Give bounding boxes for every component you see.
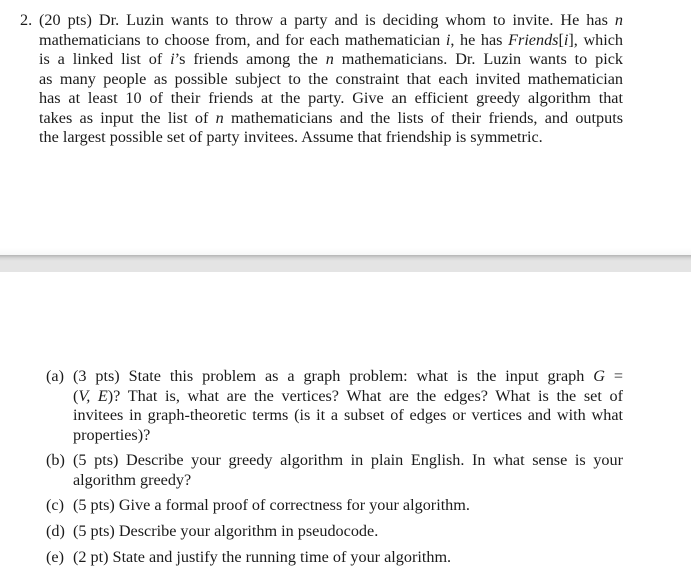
math-symbol: Friends (508, 30, 559, 49)
text-line (73, 471, 191, 490)
text-segment: , he has (450, 30, 509, 49)
text-line (73, 387, 623, 406)
text-segment: (5 pts) Describe your greedy algorithm in plain English. In what sense is your (73, 451, 623, 469)
math-symbol: V, E (78, 386, 108, 405)
text-line (39, 50, 623, 69)
text-line (73, 496, 470, 515)
text-line (73, 522, 378, 541)
text-line (39, 11, 623, 30)
text-line (73, 548, 451, 567)
math-symbol: n (614, 11, 623, 29)
text-segment: )? That is, what are the vertices? What are the edges? What is the set of (107, 386, 623, 405)
text-segment: (5 pts) Give a formal proof of correctness for your algorithm. (73, 496, 470, 514)
subpart-label: (e) (46, 548, 64, 566)
text-segment: as many people as possible subject to the constraint that each invited mathematician (39, 69, 623, 88)
text-line (73, 426, 150, 445)
text-line (73, 367, 623, 386)
text-segment: [ (558, 30, 564, 49)
text-segment: (2 pt) State and justify the running time of your algorithm. (73, 548, 452, 566)
text-line (73, 406, 623, 425)
text-line (39, 128, 543, 147)
text-segment: mathematicians and the lists of their friends, and outputs (223, 108, 624, 127)
text-segment: algorithm greedy? (73, 470, 192, 489)
math-symbol: G (593, 367, 605, 385)
text-segment: mathematicians. Dr. Luzin wants to pick (333, 50, 623, 68)
text-segment: mathematicians to choose from, and for each mathematician (39, 30, 446, 49)
math-symbol: i (445, 30, 451, 49)
text-line (39, 89, 623, 108)
math-symbol: n (325, 50, 334, 68)
text-line (39, 70, 623, 89)
text-segment: ( (73, 386, 79, 405)
math-symbol: i (563, 30, 569, 49)
text-segment: takes as input the list of (39, 108, 216, 127)
text-segment: = (604, 367, 623, 385)
text-segment: the largest possible set of party invitees. Assume that friendship is symmetric. (39, 128, 543, 146)
text-segment: (3 pts) State this problem as a graph problem: what is the input graph (73, 367, 594, 385)
text-line (39, 109, 623, 128)
text-segment: has at least 10 of their friends at the party. Give an efficient greedy algorithm that (39, 89, 623, 107)
math-symbol: n (215, 108, 224, 127)
text-segment: ’s friends among the (174, 50, 326, 68)
text-segment: ], which (568, 30, 623, 49)
subpart-label: (d) (46, 522, 65, 540)
text-line (73, 451, 623, 470)
subpart-label: (c) (46, 496, 64, 514)
text-segment: (5 pts) Describe your algorithm in pseudocode. (73, 522, 379, 540)
text-segment: is a linked list of (39, 50, 171, 68)
text-segment: invitees in graph-theoretic terms (is it a subset of edges or vertices and with what (73, 406, 623, 424)
problem-number: 2. (20, 11, 33, 29)
math-symbol: i (170, 50, 175, 68)
page-separator-shadow (0, 248, 691, 255)
subpart-label: (a) (46, 367, 64, 385)
subpart-label: (b) (46, 451, 65, 469)
page-separator (0, 255, 691, 272)
text-segment: (20 pts) Dr. Luzin wants to throw a party and is deciding whom to invite. He has (39, 11, 615, 29)
text-segment: properties)? (73, 425, 151, 444)
text-line (39, 31, 623, 50)
